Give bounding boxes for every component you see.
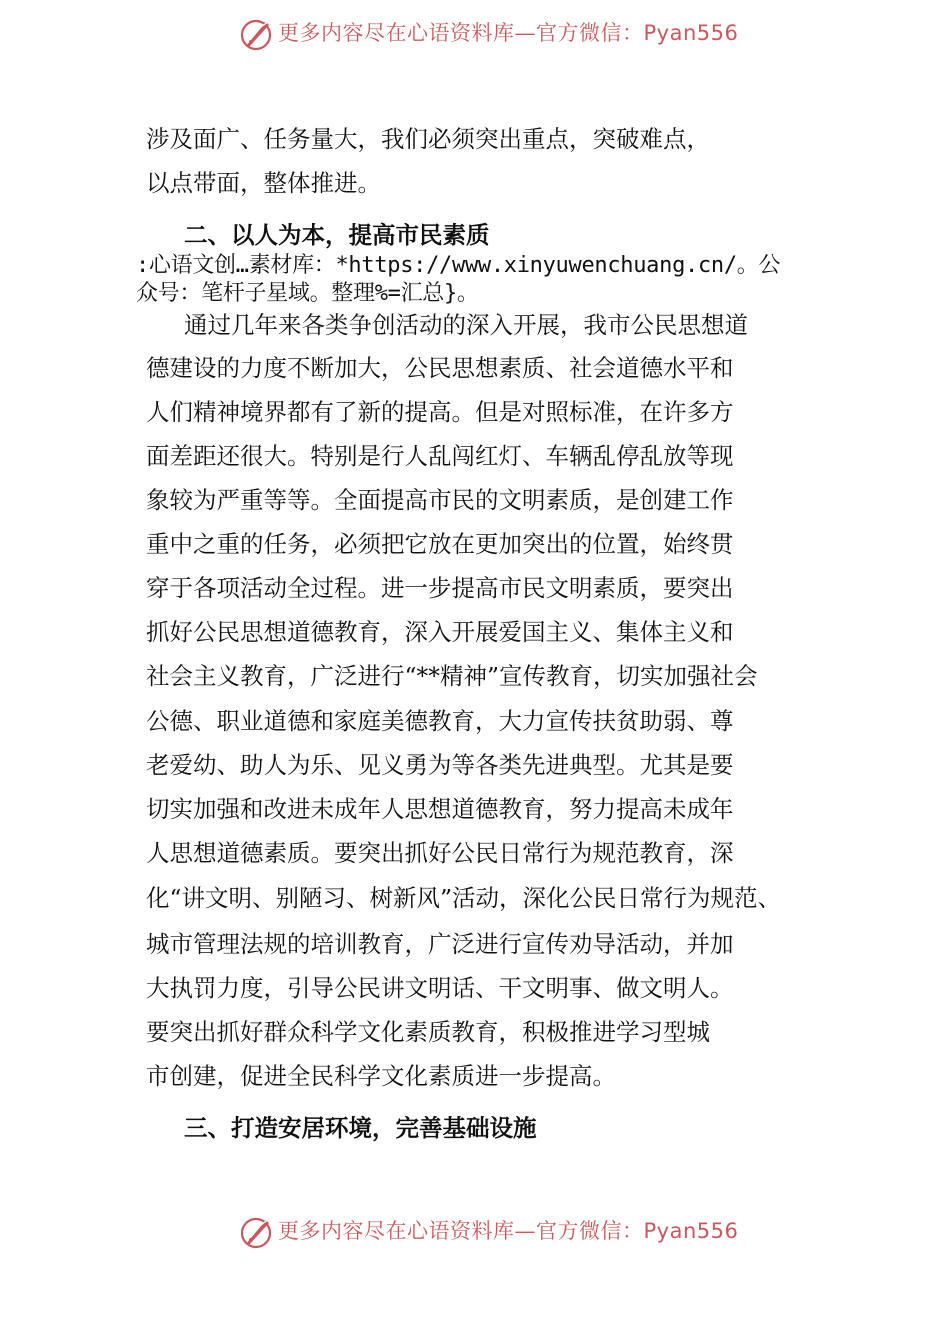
- body-line: 大执罚力度，引导公民讲文明话、干文明事、做文明人。: [146, 974, 734, 1002]
- intro-line-2: 以点带面，整体推进。: [146, 169, 381, 197]
- body-line: 化“讲文明、别陋习、树新风”活动，深化公民日常行为规范、: [146, 884, 782, 912]
- quill-logo-icon: [238, 1214, 274, 1250]
- body-line: 城市管理法规的培训教育，广泛进行宣传劝导活动，并加: [146, 930, 734, 958]
- body-line: 要突出抓好群众科学文化素质教育，积极推进学习型城: [146, 1018, 710, 1046]
- watermark-header: [0, 14, 950, 54]
- source-note-line-2: 众号：笔杆子星域。整理%=汇总}。: [136, 281, 479, 306]
- watermark-text: [278, 20, 738, 46]
- watermark-footer: [0, 1212, 950, 1252]
- body-line: 德建设的力度不断加大，公民思想素质、社会道德水平和: [146, 354, 734, 382]
- body-line: 抓好公民思想道德教育，深入开展爱国主义、集体主义和: [146, 618, 734, 646]
- body-line: 公德、职业道德和家庭美德教育，大力宣传扶贫助弱、尊: [146, 707, 734, 735]
- body-line: 市创建，促进全民科学文化素质进一步提高。: [146, 1062, 616, 1090]
- watermark-main: 更多内容尽在心语资料库—官方微信：: [278, 21, 644, 45]
- quill-logo-icon: [238, 16, 274, 52]
- body-line: 面差距还很大。特别是行人乱闯红灯、车辆乱停乱放等现: [146, 442, 734, 470]
- body-line: 通过几年来各类争创活动的深入开展，我市公民思想道: [184, 311, 748, 339]
- body-line: 穿于各项活动全过程。进一步提高市民文明素质，要突出: [146, 574, 734, 602]
- watermark-handle: Pyan556: [643, 21, 739, 45]
- intro-line-1: 涉及面广、任务量大，我们必须突出重点，突破难点，: [146, 125, 710, 153]
- body-line: 社会主义教育，广泛进行“**精神”宣传教育，切实加强社会: [146, 662, 758, 690]
- body-line: 象较为严重等等。全面提高市民的文明素质，是创建工作: [146, 486, 734, 514]
- section-heading-3: 三、打造安居环境，完善基础设施: [184, 1114, 537, 1142]
- section-heading-2: 二、以人为本，提高市民素质: [184, 221, 490, 249]
- body-line: 老爱幼、助人为乐、见义勇为等各类先进典型。尤其是要: [146, 751, 734, 779]
- source-note-line-1: :心语文创…素材库：*https://www.xinyuwenchuang.cn/。公: [136, 253, 781, 278]
- body-line: 切实加强和改进未成年人思想道德教育，努力提高未成年: [146, 795, 734, 823]
- body-line: 人们精神境界都有了新的提高。但是对照标准，在许多方: [146, 398, 734, 426]
- watermark-handle: Pyan556: [643, 1219, 739, 1243]
- watermark-main: 更多内容尽在心语资料库—官方微信：: [278, 1219, 644, 1243]
- watermark-text: [278, 1218, 738, 1244]
- body-line: 重中之重的任务，必须把它放在更加突出的位置，始终贯: [146, 530, 734, 558]
- body-line: 人思想道德素质。要突出抓好公民日常行为规范教育，深: [146, 839, 734, 867]
